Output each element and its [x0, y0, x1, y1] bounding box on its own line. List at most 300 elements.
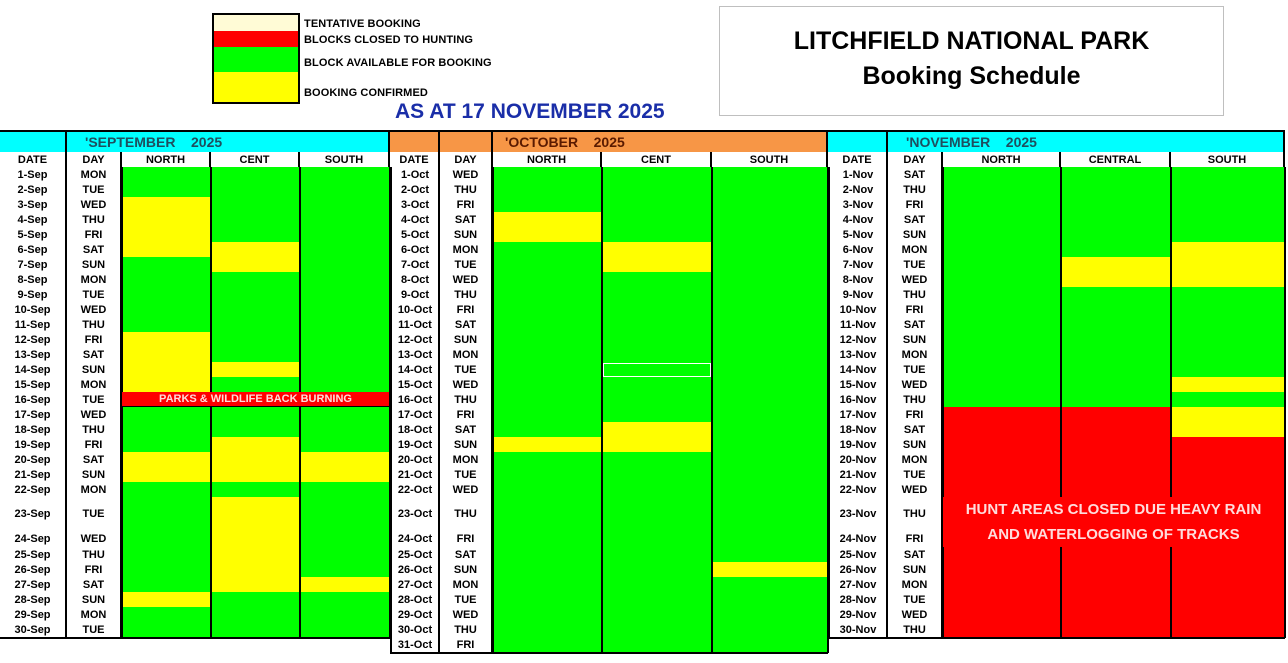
booking-cell-cent[interactable] — [602, 562, 712, 578]
booking-cell-north[interactable] — [122, 577, 211, 593]
booking-cell-cent[interactable] — [1061, 242, 1171, 258]
booking-cell-north[interactable] — [943, 622, 1061, 638]
booking-cell-south[interactable] — [1171, 302, 1285, 318]
booking-cell-cent[interactable] — [602, 302, 712, 318]
booking-cell-north[interactable] — [493, 577, 602, 593]
booking-cell-cent[interactable] — [211, 482, 300, 498]
booking-cell-north[interactable] — [122, 272, 211, 288]
booking-cell-north[interactable] — [493, 452, 602, 468]
booking-cell-cent[interactable] — [211, 317, 300, 333]
day-cell: WED — [440, 607, 493, 623]
booking-cell-north[interactable] — [943, 242, 1061, 258]
column-divider — [1170, 167, 1172, 638]
booking-cell-cent[interactable] — [1061, 422, 1171, 438]
booking-cell-north[interactable] — [943, 197, 1061, 213]
booking-cell-cent[interactable] — [602, 547, 712, 563]
booking-cell-south[interactable] — [300, 437, 390, 453]
booking-cell-south[interactable] — [712, 377, 828, 393]
booking-cell-north[interactable] — [122, 437, 211, 453]
booking-cell-south[interactable] — [1171, 482, 1285, 498]
column-divider — [601, 167, 603, 653]
booking-cell-cent[interactable] — [211, 167, 300, 183]
booking-cell-south[interactable] — [300, 607, 390, 623]
booking-cell-south[interactable] — [300, 547, 390, 563]
booking-cell-cent[interactable] — [211, 257, 300, 273]
booking-cell-north[interactable] — [493, 242, 602, 258]
booking-cell-north[interactable] — [122, 182, 211, 198]
booking-cell-north[interactable] — [493, 272, 602, 288]
booking-cell-north[interactable] — [493, 392, 602, 408]
booking-cell-cent[interactable] — [602, 622, 712, 638]
booking-cell-cent[interactable] — [602, 317, 712, 333]
booking-cell-south[interactable] — [712, 547, 828, 563]
booking-cell-cent[interactable] — [602, 377, 712, 393]
booking-cell-south[interactable] — [300, 622, 390, 638]
booking-cell-south[interactable] — [1171, 167, 1285, 183]
booking-cell-south[interactable] — [712, 422, 828, 438]
booking-cell-cent[interactable] — [211, 272, 300, 288]
booking-cell-south[interactable] — [712, 272, 828, 288]
booking-cell-south[interactable] — [300, 497, 390, 523]
booking-cell-north[interactable] — [493, 212, 602, 228]
booking-cell-north[interactable] — [122, 497, 211, 523]
booking-cell-south[interactable] — [712, 577, 828, 593]
booking-cell-south[interactable] — [300, 167, 390, 183]
booking-cell-south[interactable] — [1171, 182, 1285, 198]
booking-cell-north[interactable] — [493, 467, 602, 483]
booking-cell-north[interactable] — [493, 497, 602, 523]
page-title: LITCHFIELD NATIONAL PARK — [793, 27, 1150, 55]
booking-cell-cent[interactable] — [1061, 287, 1171, 303]
booking-cell-south[interactable] — [1171, 362, 1285, 378]
booking-cell-north[interactable] — [122, 467, 211, 483]
booking-cell-south[interactable] — [712, 592, 828, 608]
booking-cell-south[interactable] — [300, 332, 390, 348]
booking-cell-cent[interactable] — [211, 302, 300, 318]
booking-cell-south[interactable] — [1171, 437, 1285, 453]
booking-cell-cent[interactable] — [1061, 392, 1171, 408]
booking-cell-cent[interactable] — [211, 332, 300, 348]
booking-cell-north[interactable] — [122, 422, 211, 438]
booking-cell-cent[interactable] — [211, 197, 300, 213]
booking-cell-cent[interactable] — [211, 347, 300, 363]
booking-cell-cent[interactable] — [602, 522, 712, 548]
column-header-date: DATE — [0, 152, 67, 169]
booking-cell-cent[interactable] — [1061, 302, 1171, 318]
booking-cell-south[interactable] — [1171, 347, 1285, 363]
booking-cell-south[interactable] — [712, 347, 828, 363]
booking-cell-cent[interactable] — [1061, 622, 1171, 638]
booking-cell-cent[interactable] — [1061, 562, 1171, 578]
date-cell: 18-Oct — [390, 422, 440, 438]
booking-cell-cent[interactable] — [1061, 257, 1171, 273]
booking-cell-south[interactable] — [300, 407, 390, 423]
booking-cell-cent[interactable] — [602, 272, 712, 288]
booking-cell-cent[interactable] — [1061, 197, 1171, 213]
booking-cell-south[interactable] — [1171, 197, 1285, 213]
date-cell: 26-Nov — [828, 562, 888, 578]
booking-cell-north[interactable] — [943, 317, 1061, 333]
booking-cell-north[interactable] — [943, 592, 1061, 608]
booking-cell-north[interactable] — [493, 227, 602, 243]
booking-cell-south[interactable] — [712, 317, 828, 333]
booking-cell-north[interactable] — [943, 407, 1061, 423]
booking-cell-north[interactable] — [943, 467, 1061, 483]
booking-cell-south[interactable] — [300, 347, 390, 363]
booking-cell-cent[interactable] — [602, 452, 712, 468]
booking-cell-north[interactable] — [493, 317, 602, 333]
booking-cell-cent[interactable] — [211, 407, 300, 423]
booking-cell-cent[interactable] — [211, 497, 300, 523]
booking-cell-cent[interactable] — [602, 197, 712, 213]
booking-cell-cent[interactable] — [211, 227, 300, 243]
date-cell: 14-Oct — [390, 362, 440, 378]
booking-cell-south[interactable] — [1171, 592, 1285, 608]
booking-cell-north[interactable] — [493, 332, 602, 348]
booking-cell-cent[interactable] — [602, 592, 712, 608]
booking-cell-south[interactable] — [712, 437, 828, 453]
booking-cell-cent[interactable] — [1061, 452, 1171, 468]
booking-cell-cent[interactable] — [1061, 362, 1171, 378]
booking-cell-south[interactable] — [1171, 407, 1285, 423]
booking-cell-north[interactable] — [122, 547, 211, 563]
booking-cell-cent[interactable] — [211, 242, 300, 258]
day-cell: WED — [67, 522, 122, 548]
booking-cell-cent[interactable] — [211, 287, 300, 303]
day-cell: THU — [67, 422, 122, 438]
booking-cell-cent[interactable] — [1061, 347, 1171, 363]
booking-cell-south[interactable] — [712, 287, 828, 303]
booking-cell-south[interactable] — [300, 482, 390, 498]
booking-cell-cent[interactable] — [211, 182, 300, 198]
booking-cell-north[interactable] — [493, 287, 602, 303]
date-cell: 6-Nov — [828, 242, 888, 258]
booking-cell-south[interactable] — [300, 377, 390, 393]
booking-cell-cent[interactable] — [1061, 212, 1171, 228]
booking-cell-south[interactable] — [712, 407, 828, 423]
booking-cell-north[interactable] — [493, 422, 602, 438]
booking-cell-north[interactable] — [493, 607, 602, 623]
booking-cell-north[interactable] — [943, 272, 1061, 288]
booking-cell-south[interactable] — [712, 467, 828, 483]
booking-cell-south[interactable] — [712, 482, 828, 498]
booking-cell-cent[interactable] — [602, 287, 712, 303]
booking-cell-north[interactable] — [943, 227, 1061, 243]
date-cell: 17-Oct — [390, 407, 440, 423]
booking-cell-cent[interactable] — [1061, 227, 1171, 243]
booking-cell-south[interactable] — [1171, 227, 1285, 243]
booking-cell-north[interactable] — [122, 407, 211, 423]
booking-cell-south[interactable] — [712, 242, 828, 258]
booking-cell-cent[interactable] — [211, 422, 300, 438]
booking-cell-south[interactable] — [1171, 392, 1285, 408]
booking-cell-south[interactable] — [300, 452, 390, 468]
booking-cell-south[interactable] — [300, 257, 390, 273]
booking-cell-cent[interactable] — [1061, 607, 1171, 623]
booking-cell-north[interactable] — [943, 287, 1061, 303]
booking-cell-cent[interactable] — [211, 607, 300, 623]
booking-cell-south[interactable] — [300, 272, 390, 288]
booking-cell-north[interactable] — [122, 452, 211, 468]
booking-cell-south[interactable] — [712, 182, 828, 198]
booking-cell-cent[interactable] — [602, 227, 712, 243]
month-header-spacer — [0, 130, 67, 154]
day-cell: FRI — [440, 637, 493, 653]
booking-cell-cent[interactable] — [602, 407, 712, 423]
booking-cell-north[interactable] — [122, 242, 211, 258]
booking-cell-cent[interactable] — [211, 522, 300, 548]
date-cell: 24-Nov — [828, 522, 888, 548]
booking-cell-north[interactable] — [122, 227, 211, 243]
day-cell: TUE — [888, 592, 943, 608]
booking-cell-cent[interactable] — [1061, 577, 1171, 593]
booking-cell-south[interactable] — [712, 257, 828, 273]
booking-cell-north[interactable] — [493, 592, 602, 608]
day-cell: SAT — [888, 212, 943, 228]
booking-cell-north[interactable] — [493, 362, 602, 378]
booking-cell-north[interactable] — [493, 257, 602, 273]
day-cell: SAT — [888, 547, 943, 563]
booking-cell-cent[interactable] — [211, 437, 300, 453]
booking-cell-north[interactable] — [122, 607, 211, 623]
booking-cell-cent[interactable] — [602, 257, 712, 273]
booking-cell-north[interactable] — [122, 287, 211, 303]
booking-cell-north[interactable] — [122, 197, 211, 213]
column-header-north: NORTH — [943, 152, 1061, 169]
booking-cell-south[interactable] — [1171, 332, 1285, 348]
booking-cell-north[interactable] — [943, 452, 1061, 468]
booking-cell-north[interactable] — [943, 422, 1061, 438]
booking-cell-cent[interactable] — [602, 467, 712, 483]
booking-cell-south[interactable] — [712, 197, 828, 213]
day-cell: SUN — [67, 592, 122, 608]
booking-cell-cent[interactable] — [1061, 377, 1171, 393]
booking-cell-cent[interactable] — [602, 332, 712, 348]
booking-cell-south[interactable] — [1171, 242, 1285, 258]
booking-cell-south[interactable] — [712, 392, 828, 408]
booking-cell-north[interactable] — [493, 302, 602, 318]
booking-cell-cent[interactable] — [1061, 482, 1171, 498]
booking-cell-south[interactable] — [712, 607, 828, 623]
column-divider — [942, 167, 944, 638]
booking-cell-cent[interactable] — [211, 547, 300, 563]
booking-cell-cent[interactable] — [1061, 272, 1171, 288]
day-cell: FRI — [888, 302, 943, 318]
booking-cell-south[interactable] — [1171, 212, 1285, 228]
booking-cell-north[interactable] — [493, 407, 602, 423]
booking-cell-cent[interactable] — [602, 437, 712, 453]
booking-cell-south[interactable] — [300, 287, 390, 303]
booking-cell-north[interactable] — [943, 167, 1061, 183]
booking-cell-south[interactable] — [1171, 577, 1285, 593]
booking-cell-south[interactable] — [1171, 452, 1285, 468]
date-cell: 25-Nov — [828, 547, 888, 563]
booking-cell-south[interactable] — [1171, 607, 1285, 623]
booking-cell-cent[interactable] — [211, 377, 300, 393]
booking-cell-cent[interactable] — [211, 592, 300, 608]
booking-cell-north[interactable] — [122, 347, 211, 363]
booking-cell-south[interactable] — [712, 362, 828, 378]
booking-cell-cent[interactable] — [602, 212, 712, 228]
booking-cell-north[interactable] — [493, 182, 602, 198]
booking-cell-north[interactable] — [122, 377, 211, 393]
booking-cell-south[interactable] — [712, 637, 828, 653]
booking-cell-north[interactable] — [943, 607, 1061, 623]
booking-cell-south[interactable] — [300, 422, 390, 438]
booking-cell-north[interactable] — [493, 197, 602, 213]
page-subtitle: Booking Schedule — [862, 62, 1081, 90]
day-cell: SAT — [67, 242, 122, 258]
booking-cell-south[interactable] — [712, 562, 828, 578]
booking-cell-north[interactable] — [122, 522, 211, 548]
booking-cell-south[interactable] — [300, 522, 390, 548]
booking-cell-cent[interactable] — [1061, 317, 1171, 333]
day-cell: SUN — [440, 332, 493, 348]
booking-cell-south[interactable] — [300, 302, 390, 318]
booking-cell-south[interactable] — [300, 242, 390, 258]
booking-cell-north[interactable] — [493, 622, 602, 638]
booking-cell-north[interactable] — [493, 347, 602, 363]
booking-cell-north[interactable] — [943, 182, 1061, 198]
booking-cell-south[interactable] — [712, 332, 828, 348]
booking-cell-south[interactable] — [300, 467, 390, 483]
booking-cell-north[interactable] — [122, 317, 211, 333]
booking-cell-cent[interactable] — [602, 637, 712, 653]
booking-cell-south[interactable] — [712, 227, 828, 243]
booking-cell-cent[interactable] — [602, 392, 712, 408]
date-cell: 24-Oct — [390, 522, 440, 548]
booking-cell-north[interactable] — [122, 257, 211, 273]
booking-cell-cent[interactable] — [602, 182, 712, 198]
booking-cell-north[interactable] — [943, 212, 1061, 228]
booking-cell-south[interactable] — [712, 522, 828, 548]
booking-cell-north[interactable] — [943, 332, 1061, 348]
booking-cell-north[interactable] — [943, 302, 1061, 318]
booking-cell-cent[interactable] — [602, 242, 712, 258]
booking-cell-north[interactable] — [122, 332, 211, 348]
booking-cell-south[interactable] — [1171, 287, 1285, 303]
booking-cell-north[interactable] — [943, 347, 1061, 363]
booking-cell-cent[interactable] — [602, 482, 712, 498]
booking-cell-south[interactable] — [300, 227, 390, 243]
booking-cell-south[interactable] — [1171, 377, 1285, 393]
booking-cell-north[interactable] — [493, 637, 602, 653]
booking-cell-north[interactable] — [943, 562, 1061, 578]
booking-cell-cent[interactable] — [1061, 437, 1171, 453]
booking-cell-cent[interactable] — [602, 497, 712, 523]
booking-cell-south[interactable] — [1171, 257, 1285, 273]
booking-cell-north[interactable] — [122, 622, 211, 638]
booking-cell-south[interactable] — [1171, 562, 1285, 578]
booking-cell-cent[interactable] — [1061, 407, 1171, 423]
booking-cell-south[interactable] — [1171, 622, 1285, 638]
booking-cell-north[interactable] — [122, 482, 211, 498]
booking-cell-north[interactable] — [943, 482, 1061, 498]
booking-cell-north[interactable] — [122, 302, 211, 318]
booking-cell-north[interactable] — [943, 392, 1061, 408]
booking-cell-north[interactable] — [122, 592, 211, 608]
booking-cell-cent[interactable] — [211, 212, 300, 228]
booking-cell-south[interactable] — [1171, 272, 1285, 288]
booking-cell-north[interactable] — [122, 212, 211, 228]
day-cell: THU — [888, 497, 943, 523]
booking-cell-north[interactable] — [943, 577, 1061, 593]
day-cell: TUE — [440, 257, 493, 273]
booking-cell-south[interactable] — [1171, 467, 1285, 483]
booking-cell-north[interactable] — [122, 362, 211, 378]
booking-cell-cent[interactable] — [602, 422, 712, 438]
booking-cell-cent[interactable] — [211, 562, 300, 578]
booking-cell-cent[interactable] — [602, 167, 712, 183]
booking-cell-cent[interactable] — [1061, 592, 1171, 608]
booking-cell-north[interactable] — [943, 377, 1061, 393]
day-cell: SAT — [440, 422, 493, 438]
booking-cell-north[interactable] — [493, 437, 602, 453]
booking-cell-cent[interactable] — [602, 577, 712, 593]
booking-cell-south[interactable] — [712, 212, 828, 228]
booking-cell-south[interactable] — [300, 592, 390, 608]
booking-cell-cent[interactable] — [1061, 467, 1171, 483]
booking-cell-cent[interactable] — [211, 622, 300, 638]
booking-cell-cent[interactable] — [602, 362, 712, 378]
booking-cell-cent[interactable] — [211, 577, 300, 593]
booking-cell-north[interactable] — [493, 522, 602, 548]
booking-cell-cent[interactable] — [602, 347, 712, 363]
booking-cell-north[interactable] — [943, 362, 1061, 378]
booking-cell-south[interactable] — [712, 452, 828, 468]
booking-cell-north[interactable] — [493, 482, 602, 498]
day-cell: FRI — [440, 302, 493, 318]
booking-cell-cent[interactable] — [1061, 547, 1171, 563]
booking-cell-south[interactable] — [300, 577, 390, 593]
booking-cell-south[interactable] — [300, 197, 390, 213]
booking-cell-cent[interactable] — [1061, 182, 1171, 198]
booking-cell-cent[interactable] — [1061, 167, 1171, 183]
booking-cell-north[interactable] — [493, 547, 602, 563]
booking-cell-north[interactable] — [943, 257, 1061, 273]
booking-cell-south[interactable] — [712, 302, 828, 318]
booking-cell-cent[interactable] — [1061, 332, 1171, 348]
legend-swatch-available — [212, 47, 300, 73]
booking-cell-south[interactable] — [712, 622, 828, 638]
booking-cell-south[interactable] — [300, 212, 390, 228]
booking-cell-north[interactable] — [493, 377, 602, 393]
booking-cell-south[interactable] — [1171, 547, 1285, 563]
booking-cell-south[interactable] — [300, 362, 390, 378]
booking-cell-cent[interactable] — [211, 467, 300, 483]
booking-cell-south[interactable] — [1171, 317, 1285, 333]
date-cell: 28-Sep — [0, 592, 67, 608]
booking-cell-north[interactable] — [122, 167, 211, 183]
booking-cell-south[interactable] — [300, 317, 390, 333]
booking-cell-north[interactable] — [493, 562, 602, 578]
booking-cell-north[interactable] — [493, 167, 602, 183]
booking-cell-south[interactable] — [300, 182, 390, 198]
booking-cell-cent[interactable] — [211, 362, 300, 378]
booking-cell-south[interactable] — [712, 167, 828, 183]
date-cell: 21-Oct — [390, 467, 440, 483]
booking-cell-north[interactable] — [943, 547, 1061, 563]
date-cell: 9-Oct — [390, 287, 440, 303]
booking-cell-south[interactable] — [1171, 422, 1285, 438]
booking-cell-south[interactable] — [712, 497, 828, 523]
booking-cell-cent[interactable] — [211, 452, 300, 468]
legend-label-confirmed: BOOKING CONFIRMED — [304, 87, 428, 99]
booking-cell-south[interactable] — [300, 562, 390, 578]
booking-cell-north[interactable] — [943, 437, 1061, 453]
booking-cell-north[interactable] — [122, 562, 211, 578]
booking-cell-cent[interactable] — [602, 607, 712, 623]
